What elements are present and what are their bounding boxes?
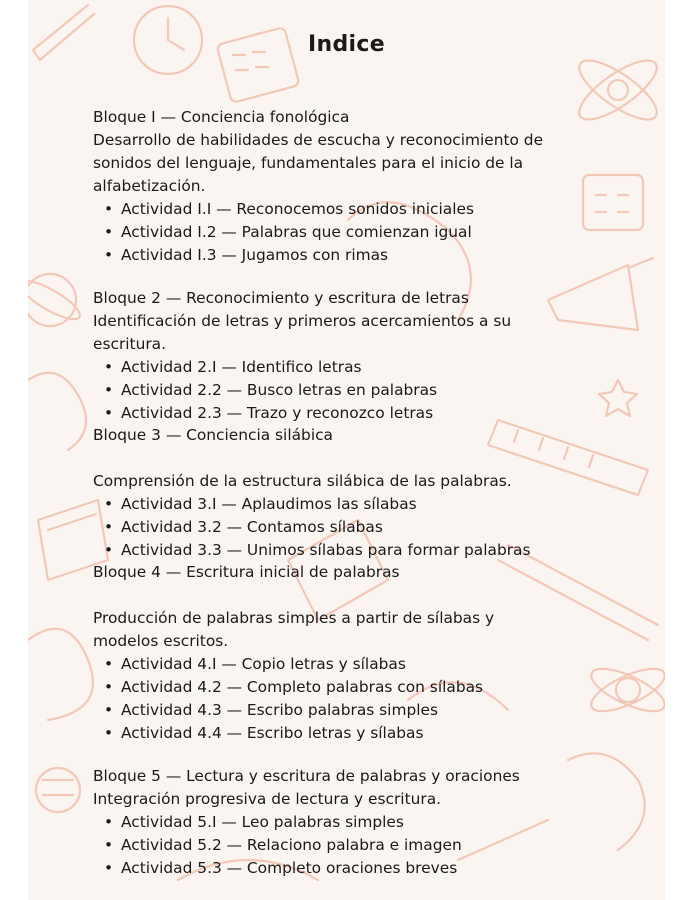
bloque-5 [93, 765, 653, 880]
bullet-icon: • [104, 678, 114, 696]
bloque-description-line: Identificación de letras y primeros acercamientos a su [93, 312, 512, 330]
bullet-icon: • [104, 200, 114, 218]
bullet-icon: • [104, 381, 114, 399]
bullet-icon: • [104, 246, 114, 264]
activity-label: Actividad 2.2 — Busco letras en palabras [121, 381, 438, 399]
activity-label: Actividad 4.I — Copio letras y sílabas [121, 655, 406, 673]
bloque-description-line: sonidos del lenguaje, fundamentales para el inicio de la [93, 154, 524, 172]
bloque-1 [93, 106, 653, 267]
list-item [93, 244, 653, 267]
list-item [93, 539, 653, 562]
bloque-heading: Bloque 4 — Escritura inicial de palabras [93, 563, 400, 581]
list-item [93, 198, 653, 221]
bloque-2 [93, 287, 653, 425]
bullet-icon: • [104, 836, 114, 854]
bloque-description-line: modelos escritos. [93, 632, 229, 650]
list-item [93, 857, 653, 880]
activity-label: Actividad 4.2 — Completo palabras con sílabas [121, 678, 484, 696]
bloque-description-line: alfabetización. [93, 177, 206, 195]
activity-label: Actividad 5.3 — Completo oraciones breves [121, 859, 458, 877]
activity-label: Actividad 2.I — Identifico letras [121, 358, 362, 376]
activity-label: Actividad 4.4 — Escribo letras y sílabas [121, 724, 424, 742]
activity-label: Actividad 4.3 — Escribo palabras simples [121, 701, 438, 719]
bloque-heading: Bloque 3 — Conciencia silábica [93, 426, 333, 444]
activity-label: Actividad I.2 — Palabras que comienzan igual [121, 223, 472, 241]
list-item [93, 493, 653, 516]
bullet-icon: • [104, 495, 114, 513]
list-item [93, 356, 653, 379]
bloque-3 [93, 424, 653, 562]
page-title: Indice [308, 32, 385, 57]
bloque-description-line: Integración progresiva de lectura y escritura. [93, 790, 442, 808]
activity-label: Actividad I.3 — Jugamos con rimas [121, 246, 389, 264]
blank-line [93, 584, 653, 607]
bloque-heading: Bloque 5 — Lectura y escritura de palabras y oraciones [93, 767, 520, 785]
activity-list [93, 356, 653, 425]
bloque-4 [93, 561, 653, 745]
activity-label: Actividad 5.2 — Relaciono palabra e imagen [121, 836, 462, 854]
bloque-description-line: Desarrollo de habilidades de escucha y reconocimiento de [93, 131, 544, 149]
list-item [93, 676, 653, 699]
activity-label: Actividad 3.I — Aplaudimos las sílabas [121, 495, 417, 513]
activity-list [93, 811, 653, 880]
bloque-description-line: Comprensión de la estructura silábica de las palabras. [93, 472, 512, 490]
list-item [93, 834, 653, 857]
index-page [28, 0, 665, 900]
bloque-description-line: escritura. [93, 335, 166, 353]
list-item [93, 516, 653, 539]
bloque-heading: Bloque I — Conciencia fonológica [93, 108, 350, 126]
activity-list [93, 198, 653, 267]
bullet-icon: • [104, 813, 114, 831]
activity-list [93, 653, 653, 745]
activity-label: Actividad 2.3 — Trazo y reconozco letras [121, 404, 434, 422]
bloque-heading: Bloque 2 — Reconocimiento y escritura de letras [93, 289, 469, 307]
activity-list [93, 493, 653, 562]
activity-label: Actividad 3.3 — Unimos sílabas para formar palabras [121, 541, 531, 559]
activity-label: Actividad 3.2 — Contamos sílabas [121, 518, 383, 536]
list-item [93, 402, 653, 425]
bullet-icon: • [104, 541, 114, 559]
index-content [28, 0, 665, 900]
activity-label: Actividad 5.I — Leo palabras simples [121, 813, 404, 831]
list-item [93, 722, 653, 745]
list-item [93, 699, 653, 722]
bullet-icon: • [104, 358, 114, 376]
list-item [93, 221, 653, 244]
list-item [93, 811, 653, 834]
bullet-icon: • [104, 223, 114, 241]
blank-line [93, 447, 653, 470]
bullet-icon: • [104, 404, 114, 422]
activity-label: Actividad I.I — Reconocemos sonidos iniciales [121, 200, 474, 218]
bullet-icon: • [104, 701, 114, 719]
list-item [93, 653, 653, 676]
list-item [93, 379, 653, 402]
bullet-icon: • [104, 518, 114, 536]
bloque-description-line: Producción de palabras simples a partir de sílabas y [93, 609, 495, 627]
bullet-icon: • [104, 859, 114, 877]
bullet-icon: • [104, 655, 114, 673]
bullet-icon: • [104, 724, 114, 742]
